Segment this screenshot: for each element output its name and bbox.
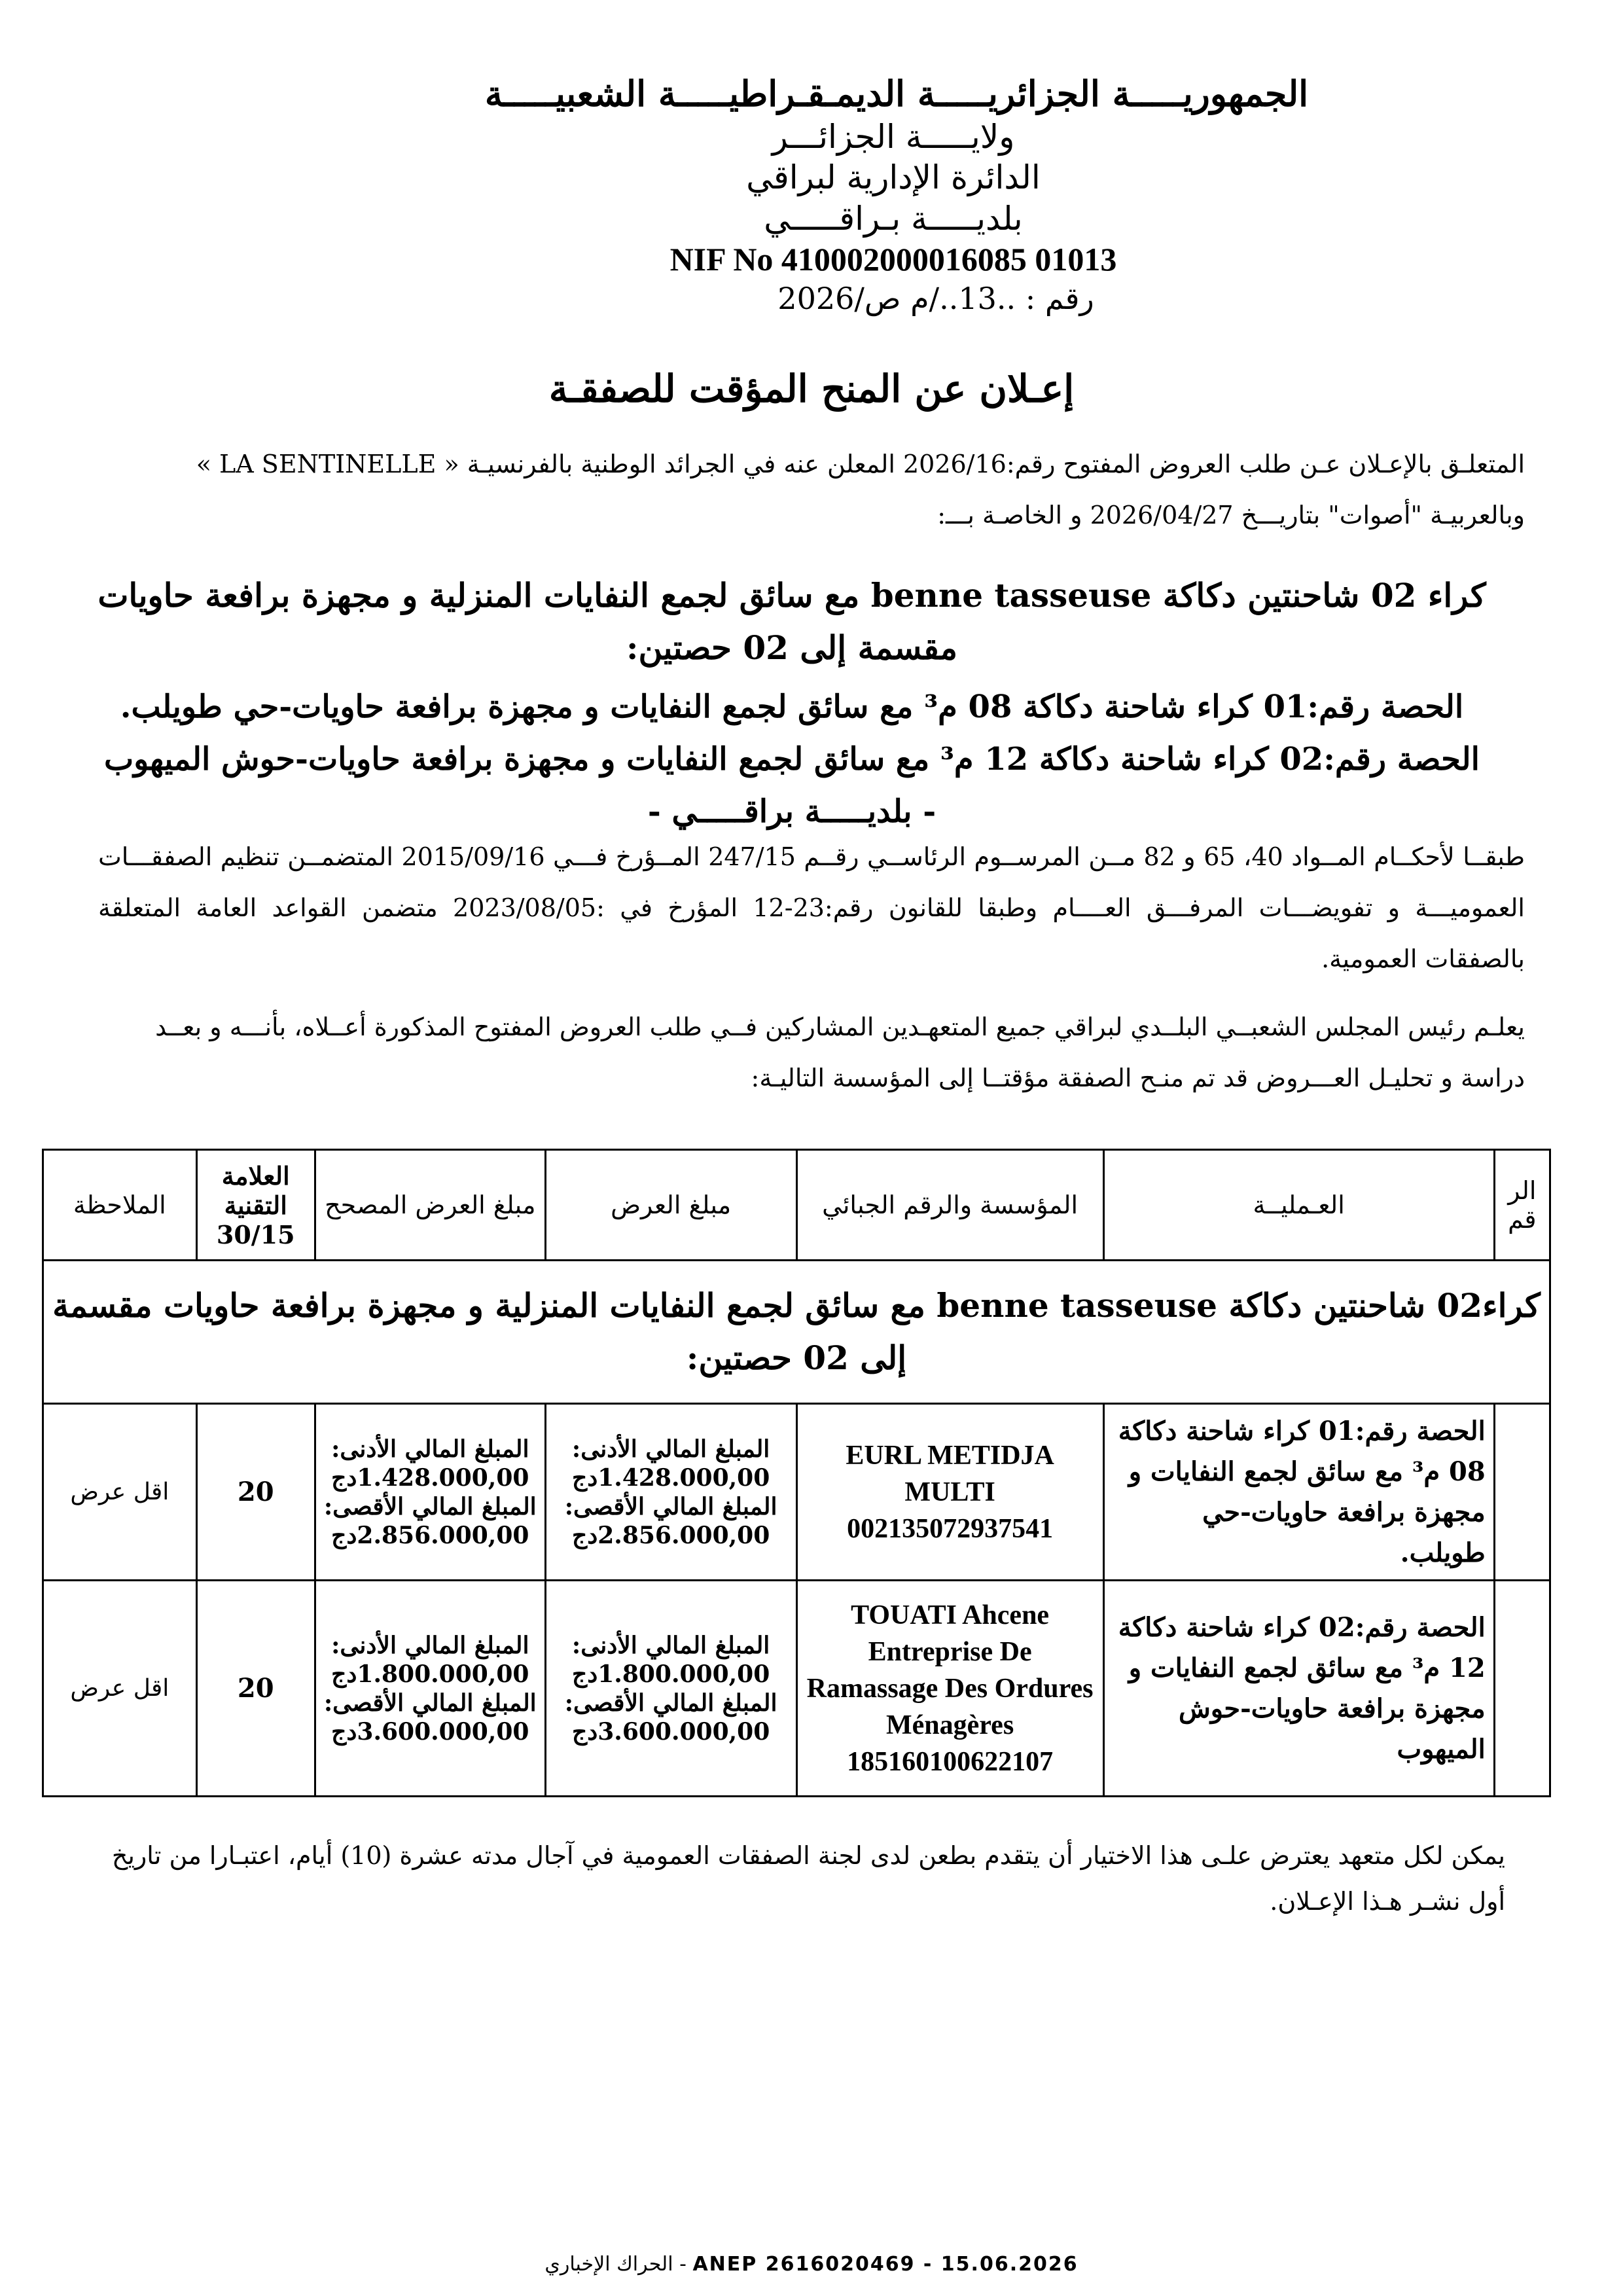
wilaya-name: ولايـــــة الجزائـــر [772, 117, 1015, 156]
offer-max-label: المبلغ المالي الأقصى: [564, 1689, 777, 1717]
offer-min-label: المبلغ المالي الأدنى: [571, 1631, 770, 1659]
row-remark: اقل عرض [43, 1581, 197, 1797]
publication-anep-number: ANEP 2616020469 - 15.06.2026 [692, 2253, 1079, 2276]
offer-min-value: 1.428.000,00دج [571, 1463, 770, 1492]
legal-basis-paragraph: طبقــا لأحكــام المــواد 40، 65 و 82 مــن المرســوم الرئاســي رقــم 247/15 المــؤرخ فـــي 2015/09/16 المتضمــن تنظيم الصفقـــات العموميـــة و تفويضـــات المرفـــق العــــام وطبقا للقانون رقم:23-12 المؤرخ في :2023/08/05 متضمن القواعد العامة المتعلقة بالصفقات العمومية. [98, 842, 1525, 973]
row-operation: الحصة رقم:02 كراء شاحنة دكاكة 12 م³ مع سائق لجمع النفايات و مجهزة برافعة حاويات-حوش الميهوب [1103, 1581, 1494, 1797]
header-company: المؤسسة والرقم الجبائي [796, 1150, 1103, 1261]
row-corrected-offer [315, 1404, 545, 1581]
lot-2-description: الحصة رقم:02 كراء شاحنة دكاكة 12 م³ مع سائق لجمع النفايات و مجهزة برافعة حاويات-حوش الميهوب [103, 741, 1480, 778]
publication-reference [0, 2253, 1623, 2276]
reference-number: رقم : ..13../م ص/2026 [777, 280, 1094, 316]
table-row [43, 1404, 1550, 1581]
lots-commune: - بلديـــــة براقـــــي - [647, 793, 936, 830]
row-operation: الحصة رقم:01 كراء شاحنة دكاكة 08 م³ مع سائق لجمع النفايات و مجهزة برافعة حاويات-حي طويلب. [1103, 1404, 1494, 1581]
notice-title: إعـلان عن المنح المؤقت للصفقـة [548, 367, 1075, 411]
document-header [0, 72, 1623, 317]
header-corrected-offer: مبلغ العرض المصحح [315, 1150, 545, 1261]
corrected-min-label: المبلغ المالي الأدنى: [331, 1631, 529, 1659]
row-offer [545, 1404, 796, 1581]
lot-1-description: الحصة رقم:01 كراء شاحنة دكاكة 08 م³ مع سائق لجمع النفايات و مجهزة برافعة حاويات-حي طويلب. [120, 689, 1464, 725]
header-remarks: الملاحظة [43, 1150, 197, 1261]
corrected-min-value: 1.800.000,00دج [331, 1660, 529, 1688]
corrected-max-value: 2.856.000,00دج [331, 1521, 529, 1549]
offer-min-label: المبلغ المالي الأدنى: [571, 1435, 770, 1463]
corrected-max-label: المبلغ المالي الأقصى: [323, 1492, 537, 1520]
intro-paragraph: المتعلـق بالإعـلان عـن طلب العروض المفتوح رقم:2026/16 المعلن عنه في الجرائد الوطنية بالفرنسيـة « LA SENTINELLE » وبالعربيـة "أصوات" بتاريـــخ 2026/04/27 و الخاصـة بـــ: [196, 450, 1525, 529]
daira-name: الدائرة الإدارية لبراقي [746, 158, 1041, 196]
offer-max-label: المبلغ المالي الأقصى: [564, 1492, 777, 1520]
offer-max-value: 3.600.000,00دج [571, 1717, 770, 1746]
appeal-notice: يمكن لكل متعهد يعترض علـى هذا الاختيار أن يتقدم بطعن لدى لجنة الصفقات العمومية في آجال مدته عشرة (10) أيام، اعتبـارا من تاريخ أول نشـر هـذا الإعـلان. [111, 1841, 1505, 1916]
corrected-max-value: 3.600.000,00دج [331, 1717, 529, 1746]
award-notice-paragraph: يعلـم رئيس المجلس الشعبــي البلــدي لبراقي جميع المتعهـدين المشاركين فــي طلب العروض المفتوح المذكورة أعــلاه، بأنـــه و بعــد دراسة و تحليـل العـــروض قد تم منـح الصفقة مؤقتــا إلى المؤسسة التاليـة: [155, 1013, 1525, 1092]
row-number [1494, 1581, 1550, 1797]
corrected-max-label: المبلغ المالي الأقصى: [323, 1689, 537, 1717]
header-technical-score: العلامة التقنية 30/15 [196, 1150, 315, 1261]
row-offer [545, 1581, 796, 1797]
corrected-min-label: المبلغ المالي الأدنى: [331, 1435, 529, 1463]
row-score: 20 [196, 1404, 315, 1581]
row-remark: اقل عرض [43, 1404, 197, 1581]
table-row [43, 1581, 1550, 1797]
award-table [42, 1149, 1551, 1797]
row-company: TOUATI Ahcene Entreprise De Ramassage Des Ordures Ménagères 185160100622107 [796, 1581, 1103, 1797]
offer-max-value: 2.856.000,00دج [571, 1521, 770, 1549]
row-company: EURL METIDJA MULTI 002135072937541 [796, 1404, 1103, 1581]
header-num: الر قم [1494, 1150, 1550, 1261]
table-subject: كراء02 شاحنتين دكاكة benne tasseuse مع سائق لجمع النفايات المنزلية و مجهزة برافعة حاويات مقسمة إلى 02 حصتين: [43, 1261, 1550, 1404]
table-subject-row [43, 1261, 1550, 1404]
republic-title: الجمهوريـــــة الجزائريـــــة الديمـقـراطيـــــة الشعبيـــــة [484, 73, 1309, 115]
lots-list [65, 681, 1518, 838]
header-offer: مبلغ العرض [545, 1150, 796, 1261]
commune-name: بلديـــــة بـراقـــــي [764, 199, 1023, 238]
row-number [1494, 1404, 1550, 1581]
tender-subject: كراء 02 شاحنتين دكاكة benne tasseuse مع سائق لجمع النفايات المنزلية و مجهزة برافعة حاويات مقسمة إلى 02 حصتين: [98, 576, 1486, 667]
publication-newspaper: الحراك الإخباري - [544, 2253, 687, 2276]
row-score: 20 [196, 1581, 315, 1797]
table-header-row [43, 1150, 1550, 1261]
offer-min-value: 1.800.000,00دج [571, 1660, 770, 1688]
header-operation: العـمليــة [1103, 1150, 1494, 1261]
corrected-min-value: 1.428.000,00دج [331, 1463, 529, 1492]
nif-number: NIF No 410002000016085 01013 [669, 241, 1117, 278]
row-corrected-offer [315, 1581, 545, 1797]
